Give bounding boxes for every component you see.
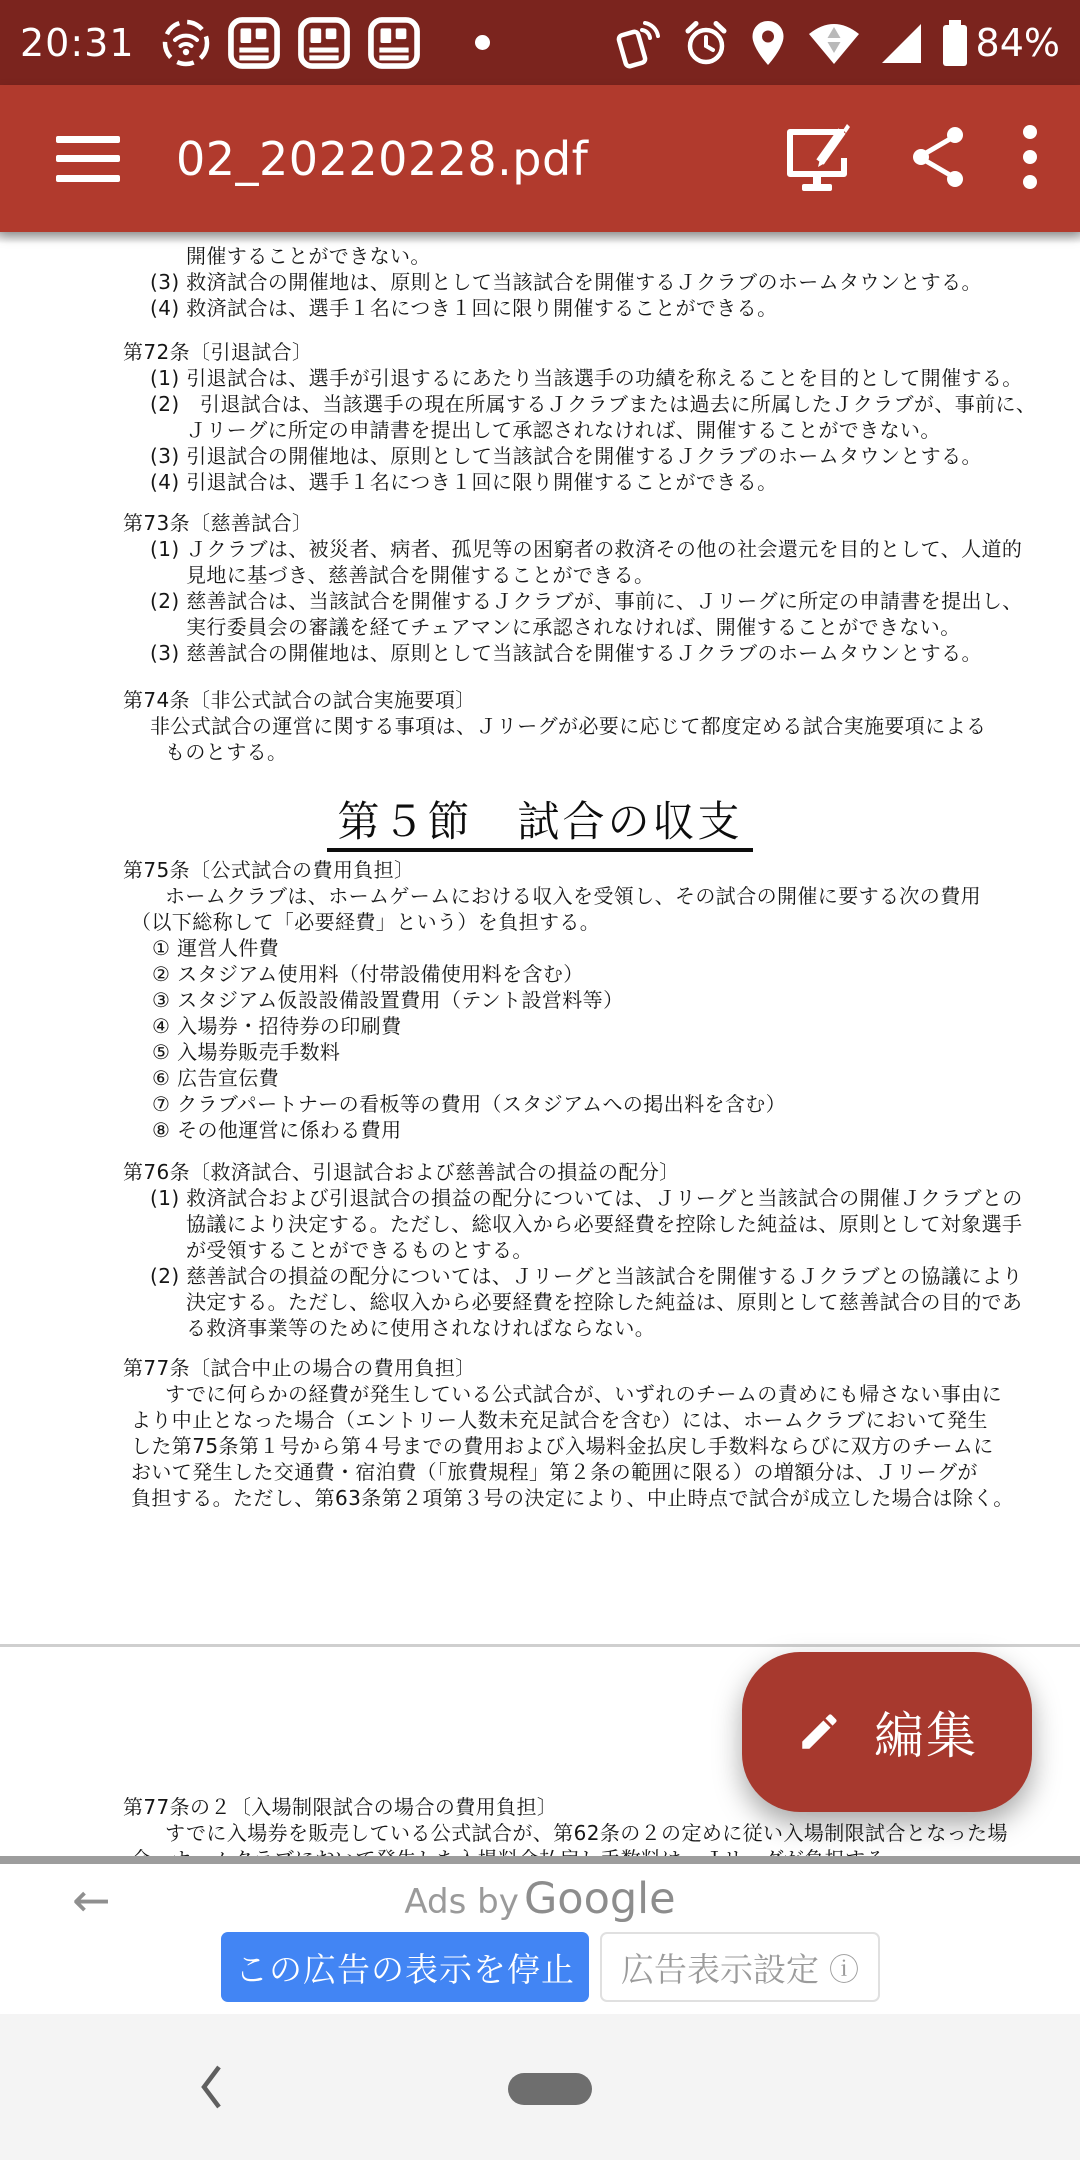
google-logo: Google bbox=[523, 1874, 676, 1924]
ad-back-arrow[interactable]: ← bbox=[72, 1873, 111, 1927]
ad-settings-button[interactable] bbox=[600, 1932, 880, 2002]
reader-app-notification-icon bbox=[227, 16, 281, 70]
doc-line: (4) 引退試合は、選手１名につき１回に限り開催することができる。 bbox=[150, 470, 778, 494]
doc-line: 第72条〔引退試合〕 bbox=[123, 340, 313, 364]
doc-line: が受領することができるものとする。 bbox=[186, 1238, 533, 1262]
doc-line: (2) 慈善試合は、当該試合を開催するＪクラブが、事前に、Ｊリーグに所定の申請書を提出し、 bbox=[150, 589, 1023, 613]
edit-fab[interactable] bbox=[742, 1652, 1032, 1812]
doc-line: おいて発生した交通費・宿泊費（「旅費規程」第２条の範囲に限る）の増額分は、Ｊリーグが bbox=[131, 1460, 978, 1484]
annotate-screen-icon bbox=[778, 118, 856, 200]
stop-ad-button[interactable]: この広告の表示を停止 bbox=[221, 1932, 589, 2002]
ad-settings-label: 広告表示設定 bbox=[621, 1949, 819, 1989]
doc-line: 第73条〔慈善試合〕 bbox=[123, 511, 313, 535]
ad-buttons-row bbox=[0, 1932, 1080, 2002]
doc-line: ② スタジアム使用料（付帯設備使用料を含む） bbox=[152, 962, 584, 986]
doc-line: (1) Ｊクラブは、被災者、病者、孤児等の困窮者の救済その他の社会還元を目的として、人道的 bbox=[150, 537, 1023, 561]
overflow-menu-icon bbox=[1022, 124, 1038, 194]
ad-attribution bbox=[0, 1874, 1080, 1924]
doc-line: (2) 慈善試合の損益の配分については、Ｊリーグと当該試合を開催するＪクラブとの協議により bbox=[150, 1264, 1023, 1288]
doc-line: ⑧ その他運営に係わる費用 bbox=[152, 1118, 402, 1142]
doc-line: ものとする。 bbox=[165, 740, 288, 764]
doc-line: (3) 引退試合の開催地は、原則として当該試合を開催するＪクラブのホームタウンとする。 bbox=[150, 444, 982, 468]
annotate-button[interactable] bbox=[778, 118, 856, 200]
nfc-phone-icon bbox=[614, 17, 666, 69]
more-notifications-dot-icon bbox=[475, 35, 490, 50]
line-gap bbox=[0, 321, 1080, 339]
doc-line: 決定する。ただし、総収入から必要経費を控除した純益は、原則として慈善試合の目的であ bbox=[186, 1290, 1023, 1314]
doc-line: (2) 引退試合は、当該選手の現在所属するＪクラブまたは過去に所属したＪクラブが、事前に、 bbox=[150, 392, 1037, 416]
pdf-page-1 bbox=[0, 232, 1080, 1511]
share-button[interactable] bbox=[908, 124, 970, 194]
doc-line: Ｊリーグに所定の申請書を提出して承認されなければ、開催することができない。 bbox=[186, 418, 941, 442]
ad-banner bbox=[0, 1856, 1080, 2014]
reader-app-notification-icon bbox=[367, 16, 421, 70]
doc-line: ⑦ クラブパートナーの看板等の費用（スタジアムへの掲出料を含む） bbox=[152, 1092, 787, 1116]
doc-line: 負担する。ただし、第63条第２項第３号の決定により、中止時点で試合が成立した場合は除く。 bbox=[131, 1486, 1014, 1510]
app-bar bbox=[0, 85, 1080, 232]
doc-line: 第77条〔試合中止の場合の費用負担〕 bbox=[123, 1356, 476, 1380]
doc-line: ① 運営人件費 bbox=[152, 936, 280, 960]
wifi-data-icon bbox=[806, 19, 862, 67]
battery-percent: 84% bbox=[975, 20, 1060, 65]
section-heading: 第５節 試合の収支 bbox=[0, 798, 1080, 846]
overflow-menu-button[interactable] bbox=[1022, 124, 1038, 194]
doc-line: ⑤ 入場券販売手数料 bbox=[152, 1040, 341, 1064]
status-bar bbox=[0, 0, 1080, 85]
doc-line: 第76条〔救済試合、引退試合および慈善試合の損益の配分〕 bbox=[123, 1160, 680, 1184]
info-icon: ⓘ bbox=[829, 1953, 859, 1988]
line-gap bbox=[0, 1143, 1080, 1159]
page-separator bbox=[0, 1644, 1080, 1647]
doc-line: (4) 救済試合は、選手１名につき１回に限り開催することができる。 bbox=[150, 296, 778, 320]
line-gap bbox=[0, 495, 1080, 510]
clock: 20:31 bbox=[20, 20, 135, 65]
doc-line: 第74条〔非公式試合の試合実施要項〕 bbox=[123, 688, 476, 712]
reader-app-notification-icon bbox=[297, 16, 351, 70]
pencil-icon bbox=[796, 1705, 846, 1759]
menu-button[interactable] bbox=[56, 136, 120, 182]
doc-line: 実行委員会の審議を経てチェアマンに承認されなければ、開催することができない。 bbox=[186, 615, 961, 639]
doc-line: (1) 救済試合および引退試合の損益の配分については、Ｊリーグと当該試合の開催Ｊクラブとの bbox=[150, 1186, 1023, 1210]
doc-line: (1) 引退試合は、選手が引退するにあたり当該選手の功績を称えることを目的として開催する。 bbox=[150, 366, 1023, 390]
doc-line: (3) 慈善試合の開催地は、原則として当該試合を開催するＪクラブのホームタウンとする。 bbox=[150, 641, 982, 665]
battery-icon bbox=[940, 18, 970, 68]
doc-line: 非公式試合の運営に関する事項は、Ｊリーグが必要に応じて都度定める試合実施要項による bbox=[150, 714, 987, 738]
doc-line: した第75条第１号から第４号までの費用および入場料金払戻し手数料ならびに双方のチームに bbox=[131, 1434, 994, 1458]
document-title: 02_20220228.pdf bbox=[176, 131, 589, 186]
back-chevron-icon bbox=[198, 2097, 224, 2116]
share-icon bbox=[908, 124, 970, 194]
doc-line: より中止となった場合（エントリー人数未充足試合を含む）には、ホームクラブにおいて発生 bbox=[131, 1408, 988, 1432]
location-icon bbox=[746, 19, 790, 67]
doc-line: すでに入場券を販売している公式試合が、第62条の２の定めに従い入場制限試合となった場 bbox=[165, 1821, 1008, 1845]
alarm-icon bbox=[682, 19, 730, 67]
doc-line: （以下総称して「必要経費」という）を負担する。 bbox=[131, 910, 601, 934]
back-button[interactable] bbox=[198, 2062, 224, 2116]
doc-line: ④ 入場券・招待券の印刷費 bbox=[152, 1014, 402, 1038]
home-pill[interactable] bbox=[508, 2073, 592, 2105]
doc-line: 第77条の２〔入場制限試合の場合の費用負担〕 bbox=[123, 1795, 558, 1819]
edit-fab-label: 編集 bbox=[874, 1707, 978, 1765]
doc-line: 開催することができない。 bbox=[186, 244, 431, 268]
doc-line: すでに何らかの経費が発生している公式試合が、いずれのチームの責めにも帰さない事由に bbox=[165, 1382, 1002, 1406]
wifi-circle-notification-icon bbox=[161, 18, 211, 68]
line-gap bbox=[0, 1341, 1080, 1355]
ad-attribution-prefix: Ads by bbox=[404, 1882, 519, 1922]
doc-line: ③ スタジアム仮設設備設置費用（テント設営料等） bbox=[152, 988, 624, 1012]
pdf-viewport[interactable] bbox=[0, 232, 1080, 1864]
doc-line: 第75条〔公式試合の費用負担〕 bbox=[123, 858, 415, 882]
doc-line: (3) 救済試合の開催地は、原則として当該試合を開催するＪクラブのホームタウンとする。 bbox=[150, 270, 982, 294]
doc-line: ⑥ 広告宣伝費 bbox=[152, 1066, 280, 1090]
doc-line: る救済事業等のために使用されなければならない。 bbox=[186, 1316, 656, 1340]
doc-line: ホームクラブは、ホームゲームにおける収入を受領し、その試合の開催に要する次の費用 bbox=[165, 884, 981, 908]
line-gap bbox=[0, 666, 1080, 687]
line-gap bbox=[0, 765, 1080, 798]
cell-signal-icon bbox=[878, 20, 924, 66]
doc-line: 見地に基づき、慈善試合を開催することができる。 bbox=[186, 563, 655, 587]
doc-line: 協議により決定する。ただし、総収入から必要経費を控除した純益は、原則として対象選手 bbox=[186, 1212, 1023, 1236]
navigation-bar bbox=[0, 2014, 1080, 2160]
